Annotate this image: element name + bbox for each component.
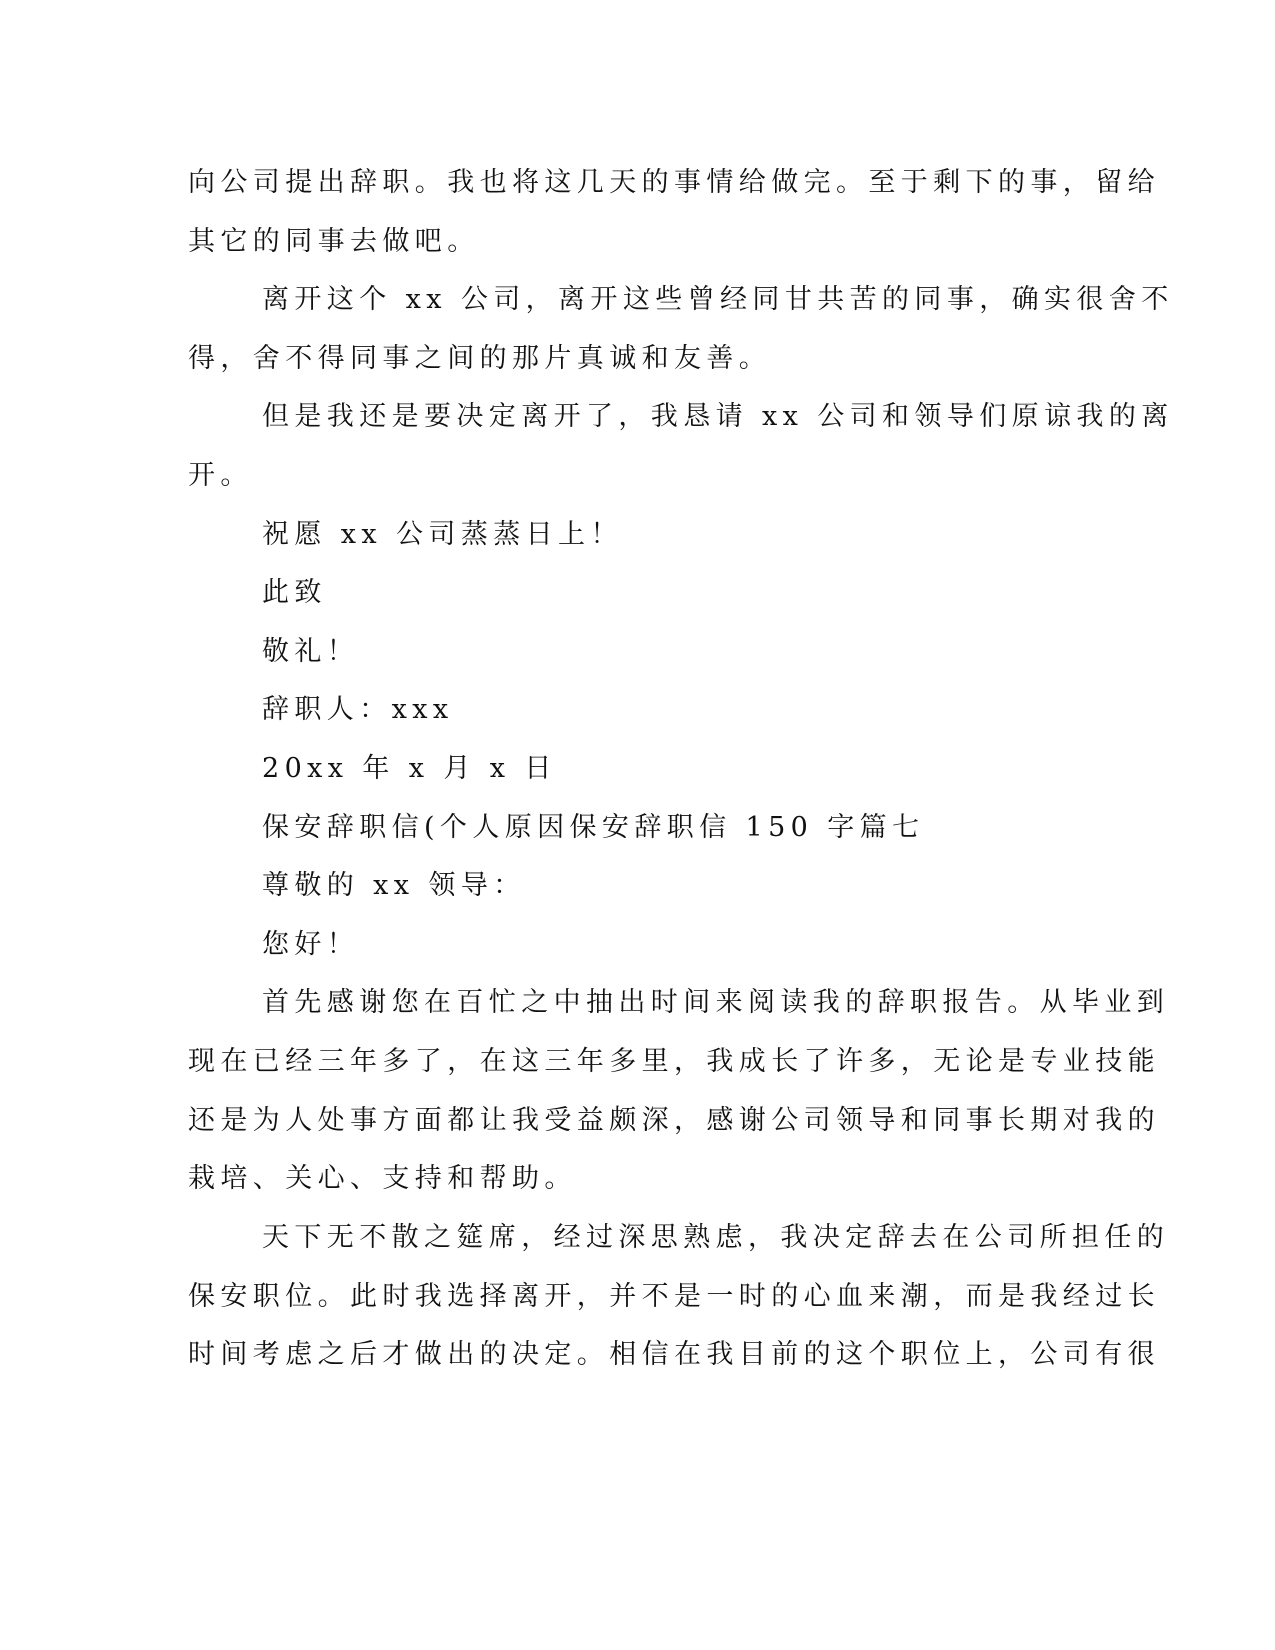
text-line: 时间考虑之后才做出的决定。相信在我目前的这个职位上，公司有很: [188, 1339, 1160, 1370]
text-line: 栽培、关心、支持和帮助。: [188, 1163, 577, 1194]
text-line: 敬礼！: [262, 636, 360, 667]
text-line: 保安职位。此时我选择离开，并不是一时的心血来潮，而是我经过长: [188, 1281, 1160, 1312]
text-line: 您好！: [262, 929, 360, 960]
text-line: 得，舍不得同事之间的那片真诚和友善。: [188, 343, 772, 374]
text-line: 天下无不散之筵席，经过深思熟虑，我决定辞去在公司所担任的: [262, 1222, 1170, 1253]
text-line: 首先感谢您在百忙之中抽出时间来阅读我的辞职报告。从毕业到: [262, 987, 1170, 1018]
text-line: 祝愿 xx 公司蒸蒸日上！: [262, 519, 623, 550]
text-line: 此致: [262, 577, 327, 608]
text-line: 20xx 年 x 月 x 日: [262, 753, 557, 784]
text-line: 但是我还是要决定离开了，我恳请 xx 公司和领导们原谅我的离: [262, 401, 1174, 432]
text-line: 开。: [188, 460, 253, 491]
text-line: 向公司提出辞职。我也将这几天的事情给做完。至于剩下的事，留给: [188, 167, 1160, 198]
text-line: 离开这个 xx 公司，离开这些曾经同甘共苦的同事，确实很舍不: [262, 284, 1174, 315]
text-line: 辞职人：xxx: [262, 694, 454, 725]
text-line: 还是为人处事方面都让我受益颇深，感谢公司领导和同事长期对我的: [188, 1105, 1160, 1136]
text-line: 现在已经三年多了，在这三年多里，我成长了许多，无论是专业技能: [188, 1046, 1160, 1077]
text-line: 尊敬的 xx 领导：: [262, 870, 526, 901]
text-line: 其它的同事去做吧。: [188, 226, 480, 257]
text-line: 保安辞职信(个人原因保安辞职信 150 字篇七: [262, 812, 925, 843]
